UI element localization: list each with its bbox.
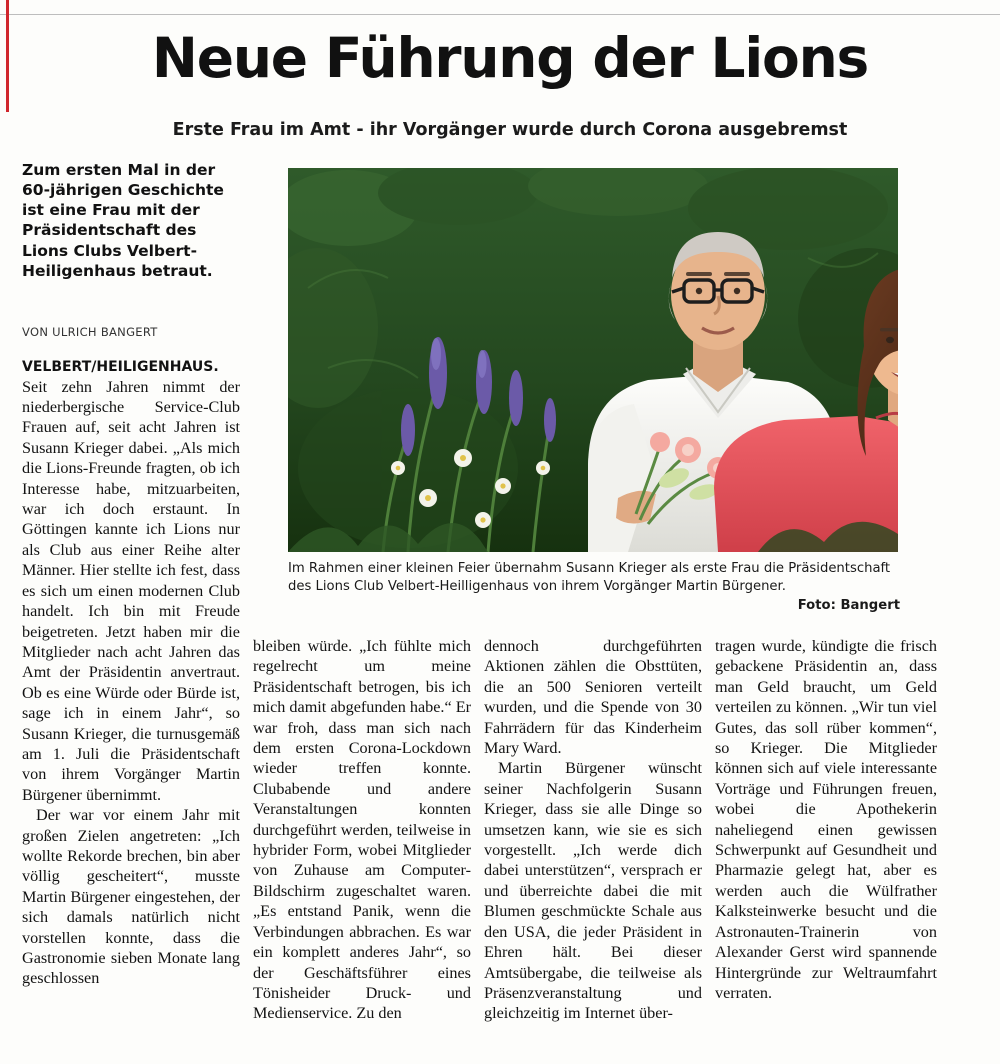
paragraph: dennoch durchgeführten Aktionen zählen die Obsttüten, die an 500 Senioren verteilt wurden, und die Spende von 30 Fahrrädern für das Kinderheim Mary Ward.	[484, 637, 702, 758]
paragraph: tragen wurde, kündigte die frisch gebackene Präsidentin an, dass man Geld braucht, um Geld verteilen zu können. „Wir tun viel Gutes, das soll rüber kommen“, so Krieger. Die Mitglieder können sich auf viele interessante Vorträge und Führungen freuen, wobei die Apothekerin naheliegend einen gewissen Schwerpunkt auf Gesundheit und Pharmazie gelegt hat, aber es werden auch die Wülfrather Kalksteinwerke besucht und die Astronauten-Trainerin von Alexander Gerst wird spannende Hintergründe zur Weltraumfahrt verraten.	[715, 637, 937, 1002]
red-edge-rule	[6, 0, 9, 112]
dateline: VELBERT/HEILIGENHAUS.	[22, 359, 219, 375]
lead-paragraph: Zum ersten Mal in der 60-jährigen Geschichte ist eine Frau mit der Präsidentschaft des Lions Clubs Velbert-Heiligenhaus betraut.	[22, 161, 224, 280]
subheadline: Erste Frau im Amt - ihr Vorgänger wurde durch Corona ausgebremst	[172, 120, 848, 140]
article-column-1	[22, 356, 240, 989]
article-column-3	[484, 636, 702, 1024]
byline: VON ULRICH BANGERT	[22, 325, 158, 339]
top-divider	[0, 14, 1000, 15]
paragraph: bleiben würde. „Ich fühlte mich regelrecht um meine Präsidentschaft betrogen, bis ich mich damit abgefunden habe.“ Er war froh, dass man sich nach dem ersten Corona-Lockdown wieder treffen konnte. Clubabende und andere Veranstaltungen konnten durchgeführt werden, teilweise in hybrider Form, wobei Mitglieder von Zuhause am Computer-Bildschirm zugeschaltet waren. „Es entstand Panik, wenn die Verbindungen abbrachen. Es war ein komplett anderes Jahr“, so der Geschäftsführer eines Tönisheider Druck- und Medienservice. Zu den	[253, 637, 471, 1023]
article-column-4	[715, 636, 937, 1003]
page-title: Neue Führung der Lions	[151, 26, 869, 90]
paragraph: Der war vor einem Jahr mit großen Zielen angetreten: „Ich wollte Rekorde brechen, bin aber völlig gescheitert“, musste Martin Bürgener eingestehen, der sich damals natürlich nicht vorstellen konnte, dass die Gastronomie sieben Monate lang geschlossen	[22, 806, 240, 988]
photo-caption: Im Rahmen einer kleinen Feier übernahm Susann Krieger als erste Frau die Präsidentschaft des Lions Club Velbert-Heilligenhaus von ihrem Vorgänger Martin Bürgener.	[288, 561, 891, 594]
article-photo	[288, 168, 898, 552]
article-column-2	[253, 636, 471, 1024]
paragraph: Martin Bürgener wünscht seiner Nachfolgerin Susann Krieger, dass sie alle Dinge so umsetzen kann, wie sie es sich vorgestellt. „Ich werde dich dabei unterstützen“, versprach er und überreichte dabei die mit Blumen geschmückte Schale aus den USA, die jeder Präsident in Ehren hält. Bei dieser Amtsübergabe, die teilweise als Präsenzveranstaltung und gleichzeitig im Internet über-	[484, 759, 702, 1023]
photo-credit: Foto: Bangert	[797, 598, 900, 613]
paragraph-text: Seit zehn Jahren nimmt der niederbergische Service-Club Frauen auf, seit acht Jahren ist Susann Krieger dabei. „Als mich die Lions-Freunde fragten, ob ich Interesse habe, mitzuarbeiten, war ich doch erstaunt. In Göttingen kannte ich Lions nur als Club aus einer Reihe alter Männer. Hier stellte ich fest, dass es sich um einen modernen Club handelt. Ich bin mit Freude beigetreten. Jetzt haben mir die Mitglieder nach acht Jahren das Amt der Präsidentin anvertraut. Ob es eine Würde oder Bürde ist, sage ich in einem Jahr“, so Susann Krieger, die turnusgemäß am 1. Juli die Präsidentschaft von ihrem Vorgänger Martin Bürgener übernimmt.	[22, 377, 240, 804]
photo-illustration	[288, 168, 898, 552]
paragraph	[22, 356, 240, 805]
